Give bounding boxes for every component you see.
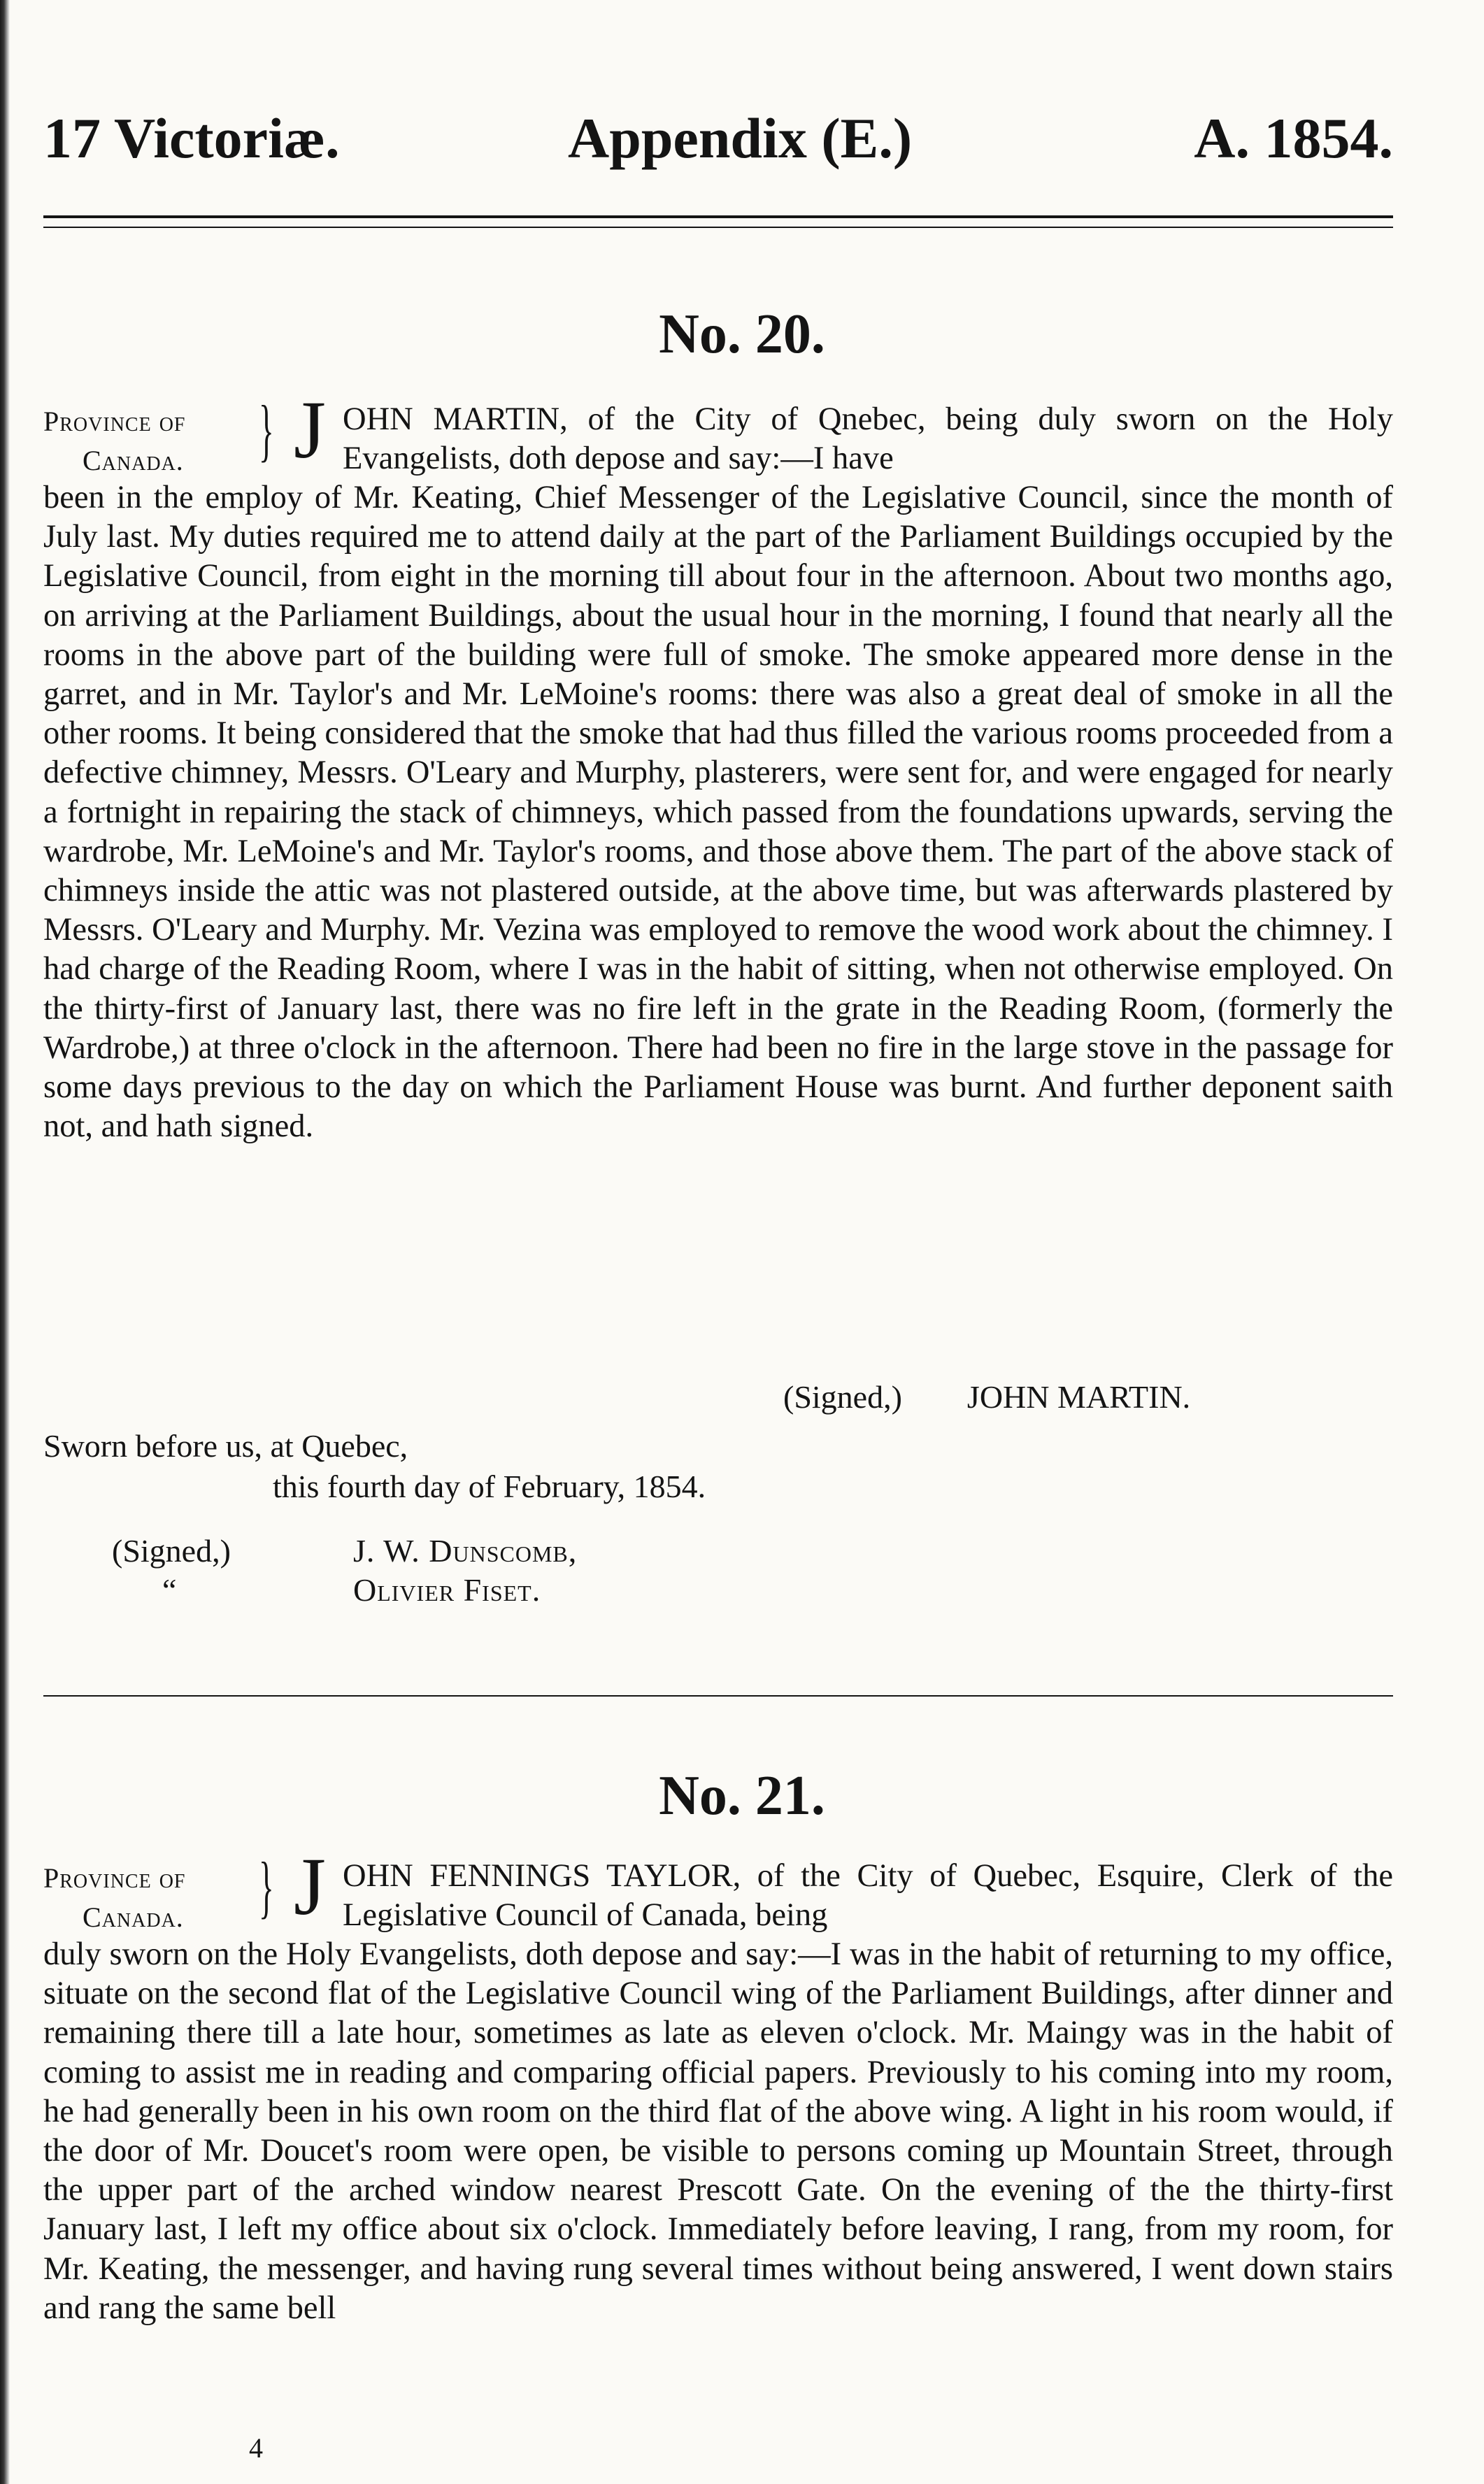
binding-shadow [0,0,10,2484]
header-appendix: Appendix (E.) [568,106,913,170]
section-21-dropcap: J [294,1841,326,1932]
header-year: A. 1854. [1194,106,1393,170]
section-20-opening: OHN MARTIN, of the City of Qnebec, being duly sworn on the Holy Evangelists, doth depose and say:—I have [343,401,1393,477]
sworn-line-1: Sworn before us, at Quebec, [43,1428,408,1464]
section-20-heading: No. 20. [659,304,825,365]
header-rule [43,215,1393,228]
section-20-province-label [43,402,295,480]
witness-name-2: Olivier Fiset. [353,1572,541,1608]
province-line-1: Province of [43,1862,186,1894]
section-21-heading: No. 21. [659,1765,825,1827]
ditto-mark: “ [162,1572,177,1608]
witness-name-1: J. W. Dunscomb, [353,1533,578,1569]
page-number: 4 [249,2432,263,2464]
section-20-body: been in the employ of Mr. Keating, Chief Messenger of the Legislative Council, since the month of July last. My duties required me to attend daily at the part of the Parliament Buildings occupied by the Legislative Council, from eight in the morning till about four in the afternoon. About two months ago, on arriving at the Parliament Buildings, about the usual hour in the morning, I found that nearly all the rooms in the above part of the building were full of smoke. The smoke appeared more dense in the garret, and in Mr. Taylor's and Mr. LeMoine's rooms: there was also a great deal of smoke in all the other rooms. It being considered that the smoke that had thus filled the various rooms proceeded from a defective chimney, Messrs. O'Leary and Murphy, plasterers, were sent for, and were engaged for nearly a fortnight in repairing the stack of chimneys, which passed from the foundations upwards, serving the wardrobe, Mr. LeMoine's and Mr. Taylor's rooms, and those above them. The part of the above stack of chimneys inside the attic was not plastered outside, at the above time, but was afterwards plastered by Messrs. O'Leary and Murphy. Mr. Vezina was employed to remove the wood work about the chimney. I had charge of the Reading Room, where I was in the habit of sitting, when not otherwise employed. On the thirty-first of January last, there was no fire left in the grate in the Reading Room, (formerly the Wardrobe,) at three o'clock in the afternoon. There had been no fire in the large stove in the passage for some days previous to the day on which the Parliament House was burnt. And further deponent saith not, and hath signed. [43,480,1393,1145]
signature-line [783,1378,1190,1417]
province-line-2: Canada. [83,1901,184,1933]
section-divider [43,1695,1393,1697]
brace-glyph: } [259,1848,274,1925]
sworn-line-2: this fourth day of February, 1854. [273,1469,706,1504]
running-header [43,97,1393,180]
brace-glyph: } [259,391,274,469]
signatory-name: JOHN MARTIN. [966,1379,1191,1415]
province-line-1: Province of [43,406,186,437]
section-21-opening: OHN FENNINGS TAYLOR, of the City of Quebec, Esquire, Clerk of the Legislative Council of Canada, being [343,1858,1393,1934]
section-20-dropcap: J [294,384,326,476]
section-21-body: duly sworn on the Holy Evangelists, doth depose and say:—I was in the habit of returning to my office, situate on the second flat of the Legislative Council wing of the Parliament Buildings, after dinner and remaining there till a late hour, sometimes as late as eleven o'clock. Mr. Maingy was in the habit of coming to assist me in reading and comparing official papers. Previously to his coming into my room, he had generally been in his own room on the third flat of the above wing. A light in his room would, if the door of Mr. Doucet's room were open, be visible to persons coming up Mountain Street, through the upper part of the arched window nearest Prescott Gate. On the evening of the the thirty-first January last, I left my office about six o'clock. Immediately before leaving, I rang, from my room, for Mr. Keating, the messenger, and having rung several times without being answered, I went down stairs and rang the same bell [43,1936,1393,2326]
section-21-province-label [43,1859,295,1937]
signed-label: (Signed,) [783,1379,902,1415]
witness-signed-label: (Signed,) [112,1533,231,1569]
header-session: 17 Victoriæ. [43,106,340,170]
province-line-2: Canada. [83,445,184,476]
